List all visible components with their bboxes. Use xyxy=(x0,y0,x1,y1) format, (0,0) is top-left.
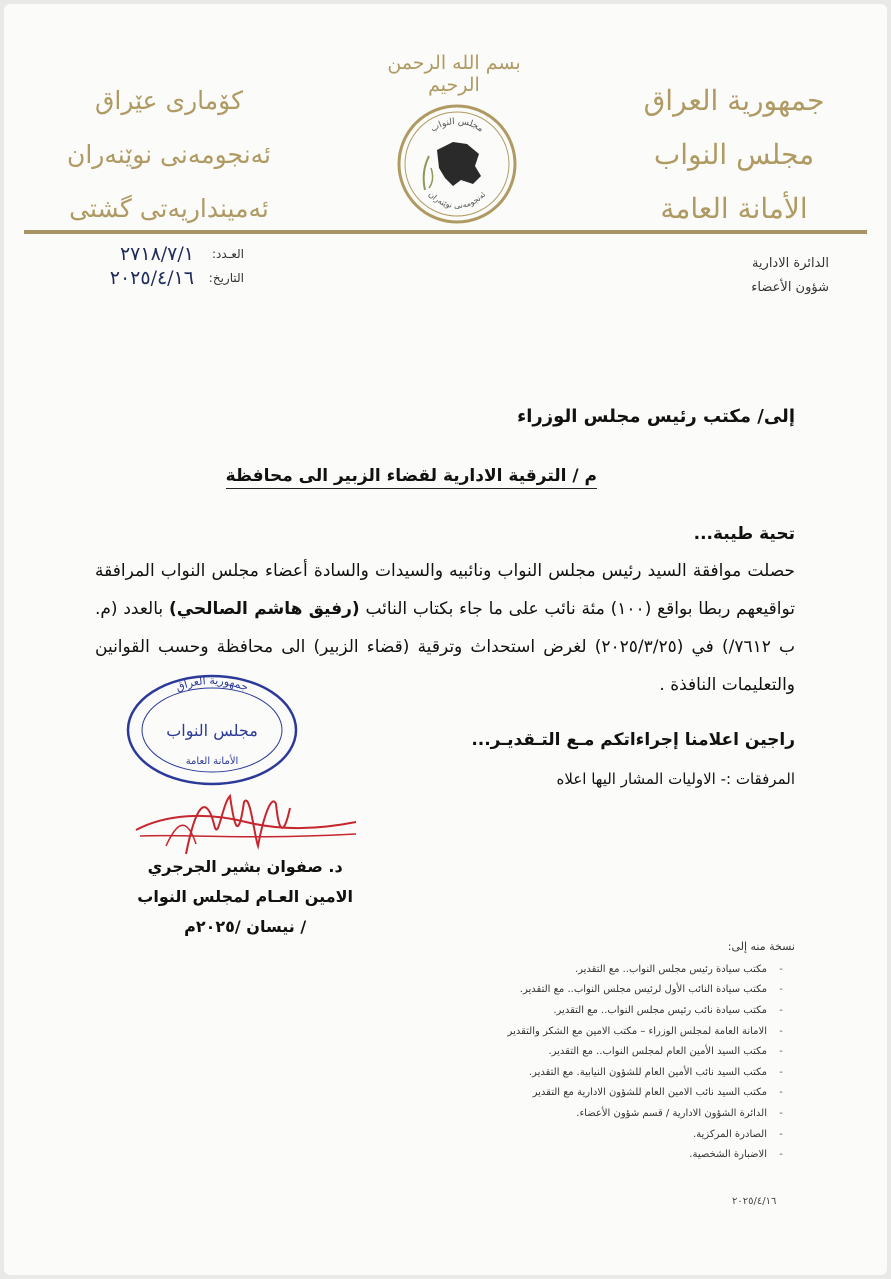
svg-text:جمهورية العراق xyxy=(174,674,251,694)
letter-subject: م / الترقية الادارية لقضاء الزبير الى محافظة xyxy=(226,466,597,489)
list-item: - مكتب سيادة رئيس مجلس النواب.. مع التقدير. xyxy=(574,963,783,975)
svg-text:مجلس النواب xyxy=(429,117,485,135)
reference-block xyxy=(34,242,244,290)
header-kurdish-secretariat: ئەمینداریەتی گشتی xyxy=(69,194,269,223)
list-item: - مكتب السيد الأمين العام لمجلس النواب.. مع التقدير. xyxy=(548,1046,783,1058)
header-kurdish-council: ئەنجومەنی نوێنەران xyxy=(66,140,272,169)
paragraph-part-1: حصلت موافقة السيد رئيس مجلس النواب ونائبيه والسيدات والسادة أعضاء مجلس النواب المرافقة تواقيعهم ربطا بواقع (١٠٠) مئة نائب على ما جاء بكتاب النائب xyxy=(95,561,796,619)
list-item: - الامانة العامة لمجلس الوزراء – مكتب الامين مع الشكر والتقدير xyxy=(507,1025,783,1037)
list-item: - مكتب سيادة نائب رئيس مجلس النواب.. مع التقدير. xyxy=(553,1004,783,1016)
emblem-bottom-text: ئەنجومەنی نوێنەران xyxy=(426,189,488,211)
header-secretariat: الأمانة العامة xyxy=(660,192,808,225)
parliament-emblem-icon xyxy=(395,102,519,226)
letter-recipient: إلى/ مكتب رئيس مجلس الوزراء xyxy=(517,406,795,427)
signatory-block xyxy=(137,852,353,942)
letter-attachments: المرفقات :- الاوليات المشار اليها اعلاه xyxy=(556,770,795,788)
stamp-top-text: جمهورية العراق xyxy=(173,674,251,694)
reference-number: ٢٧١٨/٧/١ xyxy=(119,243,194,265)
emblem-top-text: مجلس النواب xyxy=(429,116,485,135)
letter-page xyxy=(4,4,887,1275)
header-council: مجلس النواب xyxy=(653,138,815,171)
reference-date-label: التاريخ: xyxy=(208,271,244,285)
copies-list xyxy=(335,940,795,1165)
copies-title: نسخة منه إلى: xyxy=(727,940,795,953)
stamp-center-text: مجلس النواب xyxy=(166,721,258,740)
header-divider xyxy=(24,230,867,234)
header-republic: جمهورية العراق xyxy=(643,84,825,117)
basmala: بسم الله الرحمن الرحيم xyxy=(387,52,521,96)
paragraph-mp-name: (رفيق هاشم الصالحي) xyxy=(168,599,360,619)
letter-greeting: تحية طيبة... xyxy=(693,524,795,544)
footer-date: ٢٠٢٥/٤/١٦ xyxy=(732,1196,777,1207)
department-block xyxy=(751,252,829,300)
list-item: - مكتب السيد نائب الامين العام للشؤون الادارية مع التقدير xyxy=(532,1087,783,1099)
list-item: - الدائرة الشؤون الادارية / قسم شؤون الأعضاء. xyxy=(576,1107,783,1119)
department-section: شؤون الأعضاء xyxy=(751,280,829,295)
letter-closing: راجين اعلامنا إجراءاتكم مـع التـقديـر... xyxy=(471,730,795,750)
official-stamp xyxy=(124,672,300,788)
list-item: - مكتب السيد نائب الأمين العام للشؤون النيابية. مع التقدير. xyxy=(528,1066,783,1078)
header-arabic xyxy=(609,74,859,236)
stamp-bottom-text: الأمانة العامة xyxy=(185,756,239,767)
signatory-title: الامين العـام لمجلس النواب xyxy=(137,887,353,906)
reference-date: ٢٠٢٥/٤/١٦ xyxy=(109,267,194,289)
header-kurdish-republic: كۆماری عێراق xyxy=(94,86,243,115)
signatory-date: / نيسان /٢٠٢٥م xyxy=(184,917,307,936)
signatory-name: د. صفوان بشير الجرجري xyxy=(147,857,343,876)
svg-text:ئەنجومەنی نوێنەران xyxy=(427,190,488,210)
list-item: - مكتب سيادة النائب الأول لرئيس مجلس النواب.. مع التقدير. xyxy=(519,984,783,996)
list-item: - الاضبارة الشخصية. xyxy=(689,1149,783,1161)
paragraph-part-2: بالعدد (م. ب ٧٦١٢/) في (٢٠٢٥/٣/٢٥) لغرض استحداث وترقية (قضاء الزبير) الى محافظة وحسب القوانين والتعليمات النافذة . xyxy=(95,599,795,695)
department-name: الدائرة الادارية xyxy=(751,256,829,271)
header-kurdish xyxy=(44,74,294,236)
reference-number-label: العـدد: xyxy=(212,247,244,261)
list-item: - الصادرة المركزية. xyxy=(693,1128,783,1140)
